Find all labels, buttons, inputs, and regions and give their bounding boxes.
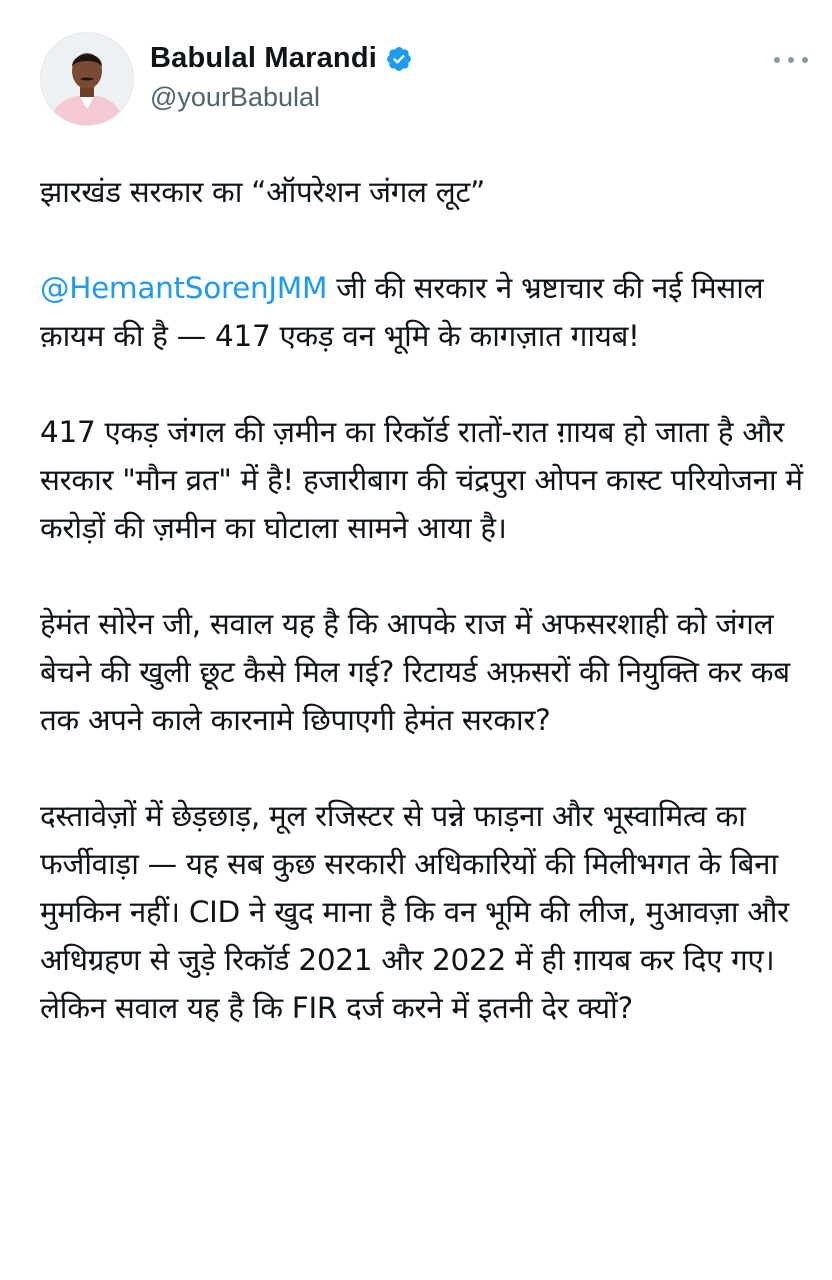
author-handle[interactable]: @yourBabulal bbox=[150, 82, 321, 112]
profile-photo bbox=[41, 33, 133, 125]
author-display-name[interactable]: Babulal Marandi bbox=[150, 42, 377, 74]
tweet-paragraph-3: 417 एकड़ जंगल की ज़मीन का रिकॉर्ड रातों-रात ग़ायब हो जाता है और सरकार "मौन व्रत" में है! हजारीबाग की चंद्रपुरा ओपन कास्ट परियोजना में करोड़ों की ज़मीन का घोटाला सामने आया है। bbox=[40, 415, 803, 545]
author-name-row bbox=[150, 42, 413, 75]
tweet-paragraph-5: दस्तावेज़ों में छेड़छाड़, मूल रजिस्टर से पन्ने फाड़ना और भूस्वामित्व का फर्जीवाड़ा — यह सब कुछ सरकारी अधिकारियों की मिलीभगत के बिना मुमकिन नहीं। CID ने खुद माना है कि वन भूमि की लीज, मुआवज़ा और अधिग्रहण से जुड़े रिकॉर्ड 2021 और 2022 में ही ग़ायब कर दिए गए। लेकिन सवाल यह है कि FIR दर्ज करने में इतनी देर क्यों? bbox=[40, 799, 789, 1025]
more-dot-icon bbox=[788, 57, 794, 63]
more-dot-icon bbox=[774, 57, 780, 63]
tweet-text bbox=[40, 168, 812, 1032]
more-options-icon[interactable] bbox=[774, 50, 808, 70]
mention-link[interactable]: @HemantSorenJMM bbox=[40, 271, 328, 305]
tweet-paragraph-2-text: जी की सरकार ने भ्रष्टाचार की नई मिसाल क़ायम की है — 417 एकड़ वन भूमि के कागज़ात गायब! bbox=[40, 271, 764, 353]
tweet-paragraph-2 bbox=[40, 264, 812, 360]
avatar[interactable] bbox=[40, 32, 134, 126]
tweet-header bbox=[40, 30, 810, 130]
tweet-paragraph-1: झारखंड सरकार का “ऑपरेशन जंगल लूट” bbox=[40, 175, 486, 209]
tweet-paragraph-4: हेमंत सोरेन जी, सवाल यह है कि आपके राज में अफसरशाही को जंगल बेचने की खुली छूट कैसे मिल गई? रिटायर्ड अफ़सरों की नियुक्ति कर कब तक अपने काले कारनामे छिपाएगी हेमंत सरकार? bbox=[40, 607, 790, 737]
more-dot-icon bbox=[802, 57, 808, 63]
verified-badge-icon bbox=[385, 45, 413, 73]
